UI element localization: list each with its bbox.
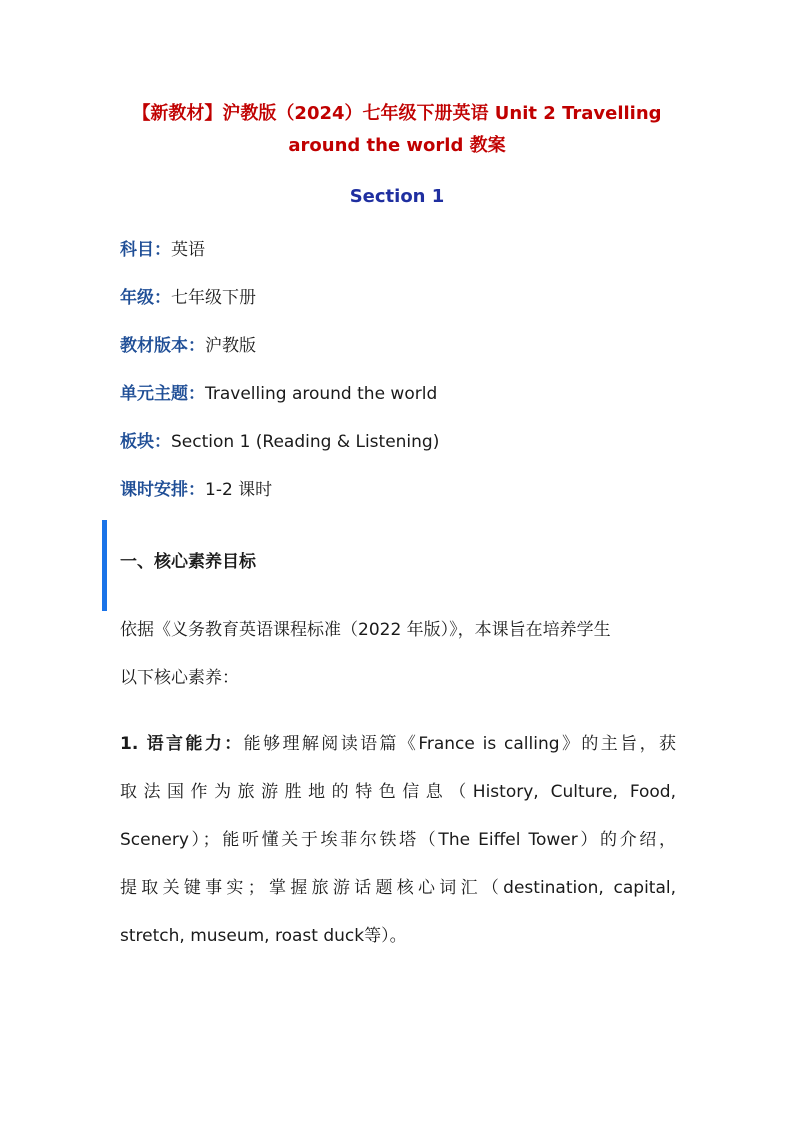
meta-row-unit-theme <box>120 382 437 406</box>
part1-intro <box>120 606 676 702</box>
title-line-2: around the world 教案 <box>288 135 506 156</box>
meta-key: 板块： <box>120 432 171 452</box>
meta-key: 年级： <box>120 288 171 308</box>
item1-line-4: 提取关键事实；掌握旅游话题核心词汇（destination, capital, <box>120 878 676 898</box>
meta-row-edition <box>120 334 256 358</box>
meta-row-schedule <box>120 478 272 502</box>
part1-item-1 <box>120 720 676 960</box>
meta-value: 英语 <box>171 240 205 260</box>
item1-line-5: stretch, museum, roast duck等）。 <box>120 926 407 946</box>
meta-key: 教材版本： <box>120 336 205 356</box>
meta-value: 沪教版 <box>205 336 256 356</box>
meta-key: 课时安排： <box>120 480 205 500</box>
item1-line1-text: 能够理解阅读语篇《France is calling》的主旨，获 <box>243 734 676 754</box>
intro-line-1: 依据《义务教育英语课程标准（2022 年版）》，本课旨在培养学生 <box>120 620 611 640</box>
item1-line-1 <box>120 720 676 768</box>
meta-row-grade <box>120 286 256 310</box>
meta-key: 单元主题： <box>120 384 205 404</box>
section-heading: Section 1 <box>349 186 445 207</box>
meta-value: 七年级下册 <box>171 288 256 308</box>
intro-line-2: 以下核心素养： <box>120 668 239 688</box>
heading-accent-bar <box>102 520 107 611</box>
item1-line-3: Scenery）；能听懂关于埃菲尔铁塔（The Eiffel Tower）的介绍， <box>120 830 676 850</box>
part1-heading: 一、核心素养目标 <box>120 552 256 572</box>
meta-value: Travelling around the world <box>205 384 438 404</box>
meta-row-module <box>120 430 439 454</box>
meta-value: Section 1 (Reading & Listening) <box>171 432 440 452</box>
document-title <box>110 98 684 162</box>
item1-label: 1. 语言能力： <box>120 734 244 754</box>
meta-row-subject <box>120 238 205 262</box>
meta-value: 1-2 课时 <box>205 480 273 500</box>
meta-key: 科目： <box>120 240 171 260</box>
item1-line-2: 取法国作为旅游胜地的特色信息（History, Culture, Food, <box>120 782 676 802</box>
title-line-1: 【新教材】沪教版（2024）七年级下册英语 Unit 2 Travelling <box>132 103 662 124</box>
